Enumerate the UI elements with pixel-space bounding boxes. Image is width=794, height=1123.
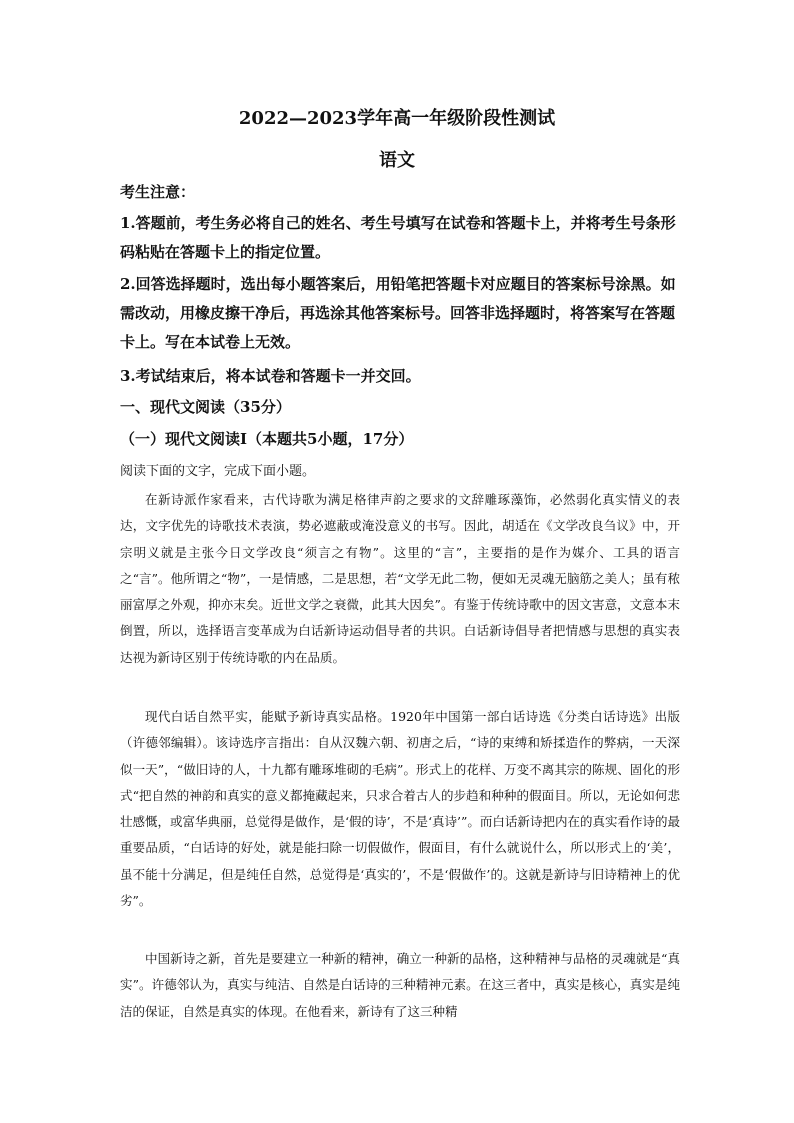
passage-paragraph-3: 中国新诗之新，首先是要建立一种新的精神，确立一种新的品格，这种精神与品格的灵魂就是“真实”。许德邻认为，真实与纯洁、自然是白话诗的三种精神元素。在这三者中，真实是核心，真实是纯洁的保证，自然是真实的体现。在他看来，新诗有了这三种精: [120, 951, 680, 1019]
notice-item-2: 2.回答选择题时，选出每小题答案后，用铅笔把答题卡对应题目的答案标号涂黑。如需改动，用橡皮擦干净后，再选涂其他答案标号。回答非选择题时，将答案写在答题卡上。写在本试卷上无效。: [120, 275, 676, 351]
exam-title: 2022—2023学年高一年级阶段性测试: [238, 108, 556, 129]
subject-title: 语文: [379, 150, 415, 171]
notice-item-1: 1.答题前，考生务必将自己的姓名、考生号填写在试卷和答题卡上，并将考生号条形码粘贴在答题卡上的指定位置。: [120, 214, 676, 261]
section-title: 一、现代文阅读（35分）: [120, 398, 291, 416]
reading-instruction: 阅读下面的文字，完成下面小题。: [120, 464, 316, 479]
notice-item-3: 3.考试结束后，将本试卷和答题卡一并交回。: [120, 367, 421, 385]
passage-paragraph-1: 在新诗派作家看来，古代诗歌为满足格律声韵之要求的文辞雕琢藻饰，必然弱化真实情义的表达，文字优先的诗歌技术表演，势必遮蔽或淹没意义的书写。因此，胡适在《文学改良刍议》中，开宗明义就是主张今日文学改良“须言之有物”。这里的“言”，主要指的是作为媒介、工具的语言之“言”。他所谓之“物”，一是情感，二是思想，若“文学无此二物，便如无灵魂无脑筋之美人；虽有秾丽富厚之外观，抑亦末矣。近世文学之衰微，此其大因矣”。有鉴于传统诗歌中的因文害意，文意本末倒置，所以，选择语言变革成为白话新诗运动倡导者的共识。白话新诗倡导者把情感与思想的真实表达视为新诗区别于传统诗歌的内在品质。: [120, 492, 680, 665]
notice-heading: 考生注意：: [120, 183, 196, 201]
passage-paragraph-2: 现代白话自然平实，能赋予新诗真实品格。1920年中国第一部白话诗选《分类白话诗选》出版（许德邻编辑）。该诗选序言指出：自从汉魏六朝、初唐之后，“诗的束缚和矫揉造作的弊病，一天深似一天”，“做旧诗的人，十九都有雕琢堆砌的毛病”。形式上的花样、万变不离其宗的陈规、固化的形式“把自然的神韵和真实的意义都掩藏起来，只求合着古人的步趋和种种的假面目。所以，无论如何悲壮感慨，或富华典丽，总觉得是做作，是‘假的诗’，不是‘真诗’”。而白话新诗把内在的真实看作诗的最重要品质，“白话诗的好处，就是能扫除一切假做作，假面目，有什么就说什么，所以形式上的‘美’，虽不能十分满足，但是纯任自然，总觉得是‘真实的’，不是‘假做作’的。这就是新诗与旧诗精神上的优劣”。: [120, 709, 680, 909]
section-subtitle: （一）现代文阅读Ⅰ（本题共5小题，17分）: [120, 430, 414, 448]
